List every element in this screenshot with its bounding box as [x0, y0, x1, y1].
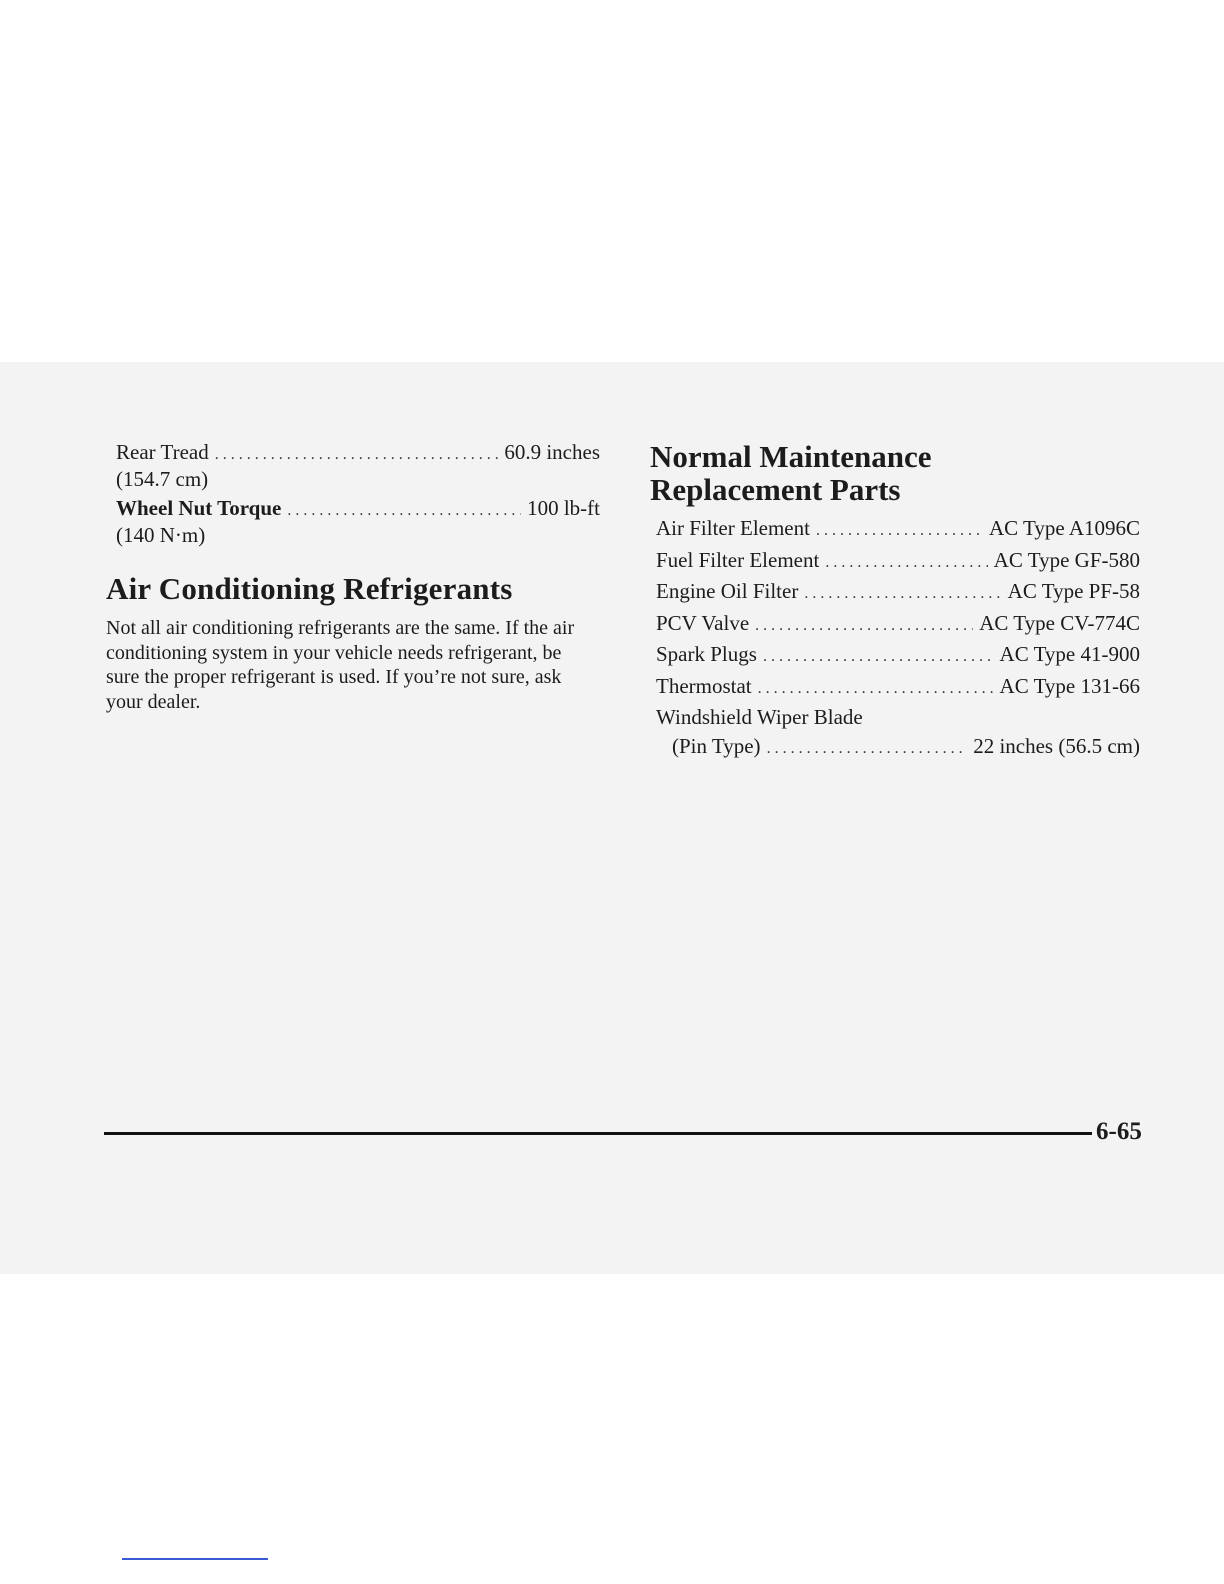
- part-row: [656, 546, 1140, 578]
- part-value: AC Type CV-774C: [979, 610, 1140, 635]
- part-value: AC Type PF-58: [1007, 579, 1140, 603]
- part-row: [656, 609, 1140, 641]
- rear-tread-spec: [106, 440, 600, 492]
- wheel-nut-torque-metric: (140 N·m): [116, 523, 206, 547]
- part-row: [656, 577, 1140, 609]
- dot-leader: [816, 516, 983, 546]
- maintenance-heading-line2: Replacement Parts: [650, 472, 901, 507]
- part-label: Engine Oil Filter: [656, 579, 799, 603]
- part-value: AC Type 131-66: [999, 673, 1140, 698]
- part-label: Spark Plugs: [656, 642, 757, 666]
- wiper-value: 22 inches (56.5 cm): [973, 734, 1140, 758]
- parts-list: [650, 514, 1140, 764]
- wheel-nut-torque-spec: [106, 496, 600, 548]
- link-underline: [122, 1558, 268, 1560]
- refrigerants-heading: Air Conditioning Refrigerants: [106, 571, 513, 606]
- part-label: Fuel Filter Element: [656, 547, 820, 572]
- dot-leader: [804, 579, 1001, 609]
- refrigerants-body: Not all air conditioning refrigerants are the same. If the air conditioning system in your vehicle needs refrigerant, be sure the proper refrigerant is used. If you’re not sure, ask your dealer.: [106, 617, 575, 713]
- part-label: Air Filter Element: [656, 516, 810, 540]
- page-number: 6-65: [1096, 1118, 1142, 1145]
- wheel-nut-torque-label: Wheel Nut Torque: [116, 496, 282, 520]
- left-column: [106, 440, 600, 714]
- rear-tread-label: Rear Tread: [116, 440, 209, 464]
- wiper-label: Windshield Wiper Blade: [656, 705, 863, 729]
- wiper-sub-label: (Pin Type): [672, 734, 761, 758]
- dot-leader: [763, 642, 994, 672]
- footer-rule: [104, 1132, 1092, 1135]
- part-row: [656, 514, 1140, 546]
- dot-leader: [287, 498, 521, 523]
- dot-leader: [767, 734, 968, 764]
- part-value: AC Type A1096C: [989, 516, 1140, 540]
- part-value: AC Type 41-900: [999, 642, 1140, 666]
- part-row: [656, 640, 1140, 672]
- part-row: [656, 672, 1140, 704]
- right-column: [650, 440, 1140, 764]
- rear-tread-metric: (154.7 cm): [116, 467, 209, 491]
- dot-leader: [755, 611, 973, 641]
- part-label: PCV Valve: [656, 610, 750, 635]
- part-value: AC Type GF-580: [993, 547, 1140, 572]
- wiper-row: [656, 732, 1140, 764]
- maintenance-heading-line1: Normal Maintenance: [650, 439, 932, 474]
- rear-tread-row: [116, 440, 600, 467]
- rear-tread-value: 60.9 inches: [504, 440, 600, 464]
- wheel-nut-torque-row: [116, 496, 600, 523]
- maintenance-heading: [650, 440, 1140, 506]
- dot-leader: [758, 674, 994, 704]
- wheel-nut-torque-value: 100 lb-ft: [527, 496, 600, 520]
- part-label: Thermostat: [656, 673, 752, 698]
- dot-leader: [825, 548, 987, 578]
- dot-leader: [215, 442, 499, 467]
